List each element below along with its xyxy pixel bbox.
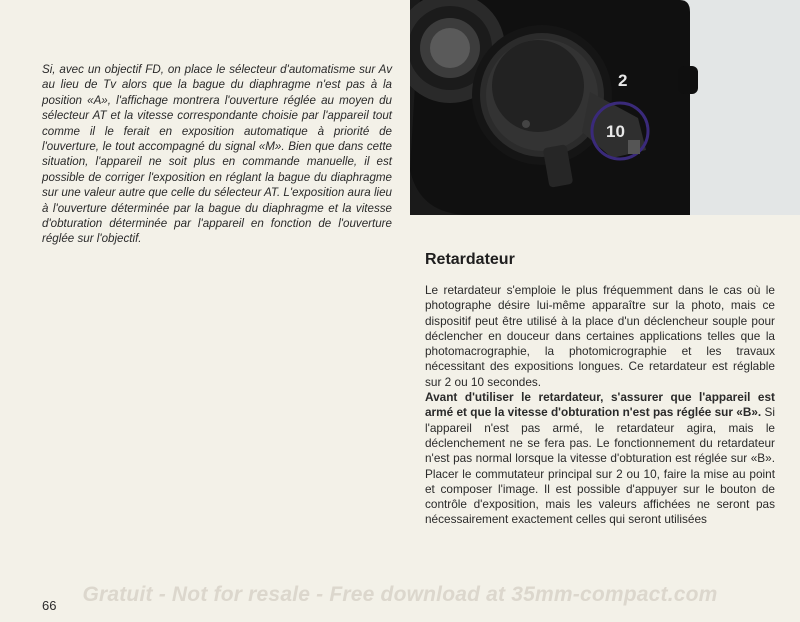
- paragraph-warning: [425, 390, 775, 528]
- warning-bold-text: Avant d'utiliser le retardateur, s'assurer que l'appareil est armé et que la vitesse d'obturation n'est pas réglée sur «B».: [425, 390, 775, 420]
- watermark-text: Gratuit - Not for resale - Free download at 35mm-compact.com: [82, 583, 718, 606]
- left-column-text: Si, avec un objectif FD, on place le sélecteur d'automatisme sur Av au lieu de Tv alors que la bague du diaphragme n'est pas à la position «A», l'affichage montrera l'ouverture réglée au moyen du sélecteur AT et la vitesse correspondante choisie par l'appareil tout comme il le ferait en exposition automatique à priorité de l'ouverture, le tout accompagné du signal «M». Bien que dans cette situation, l'appareil ne soit plus en commande manuelle, il est possible de corriger l'exposition en réglant la bague du diaphragme sur une valeur autre que celle du sélecteur AT. L'exposition aura lieu à l'ouverture déterminée par la bague du diaphragme et la vitesse d'obturation déterminée par l'appareil en fonction de l'ouverture réglée sur l'objectif.: [42, 63, 392, 246]
- section-title: Retardateur: [425, 251, 515, 268]
- warning-detail-text: Si l'appareil n'est pas armé, le retardateur agira, mais le déclenchement ne se fera pas. Le fonctionnement du retardateur n'est pas normal lorsque la vitesse d'obturation est réglée sur «B». Placer le commutateur principal sur 2 ou 10, faire la mise au point et composer l'image. Il est possible d'appuyer sur le bouton de contrôle d'exposition, mais les valeurs affichées ne seront pas nécessairement exactement celles qui seront utilisées: [425, 405, 775, 527]
- dial-label-10: 10: [606, 122, 625, 141]
- dial-label-2: 2: [618, 71, 628, 90]
- paragraph-intro: Le retardateur s'emploie le plus fréquemment dans le cas où le photographe désire lui-même apparaître sur la photo, mais ce dispositif peut être utilisé à la place d'un déclencheur souple pour déclencher en douceur dans certaines applications telles que la photomacrographie, la photomicrographie et les travaux nécessitant des expositions longues. Ce retardateur est réglable sur 2 ou 10 secondes.: [425, 283, 775, 389]
- page-number: 66: [42, 598, 57, 613]
- right-column-text: [425, 283, 775, 528]
- camera-photo: [410, 0, 800, 215]
